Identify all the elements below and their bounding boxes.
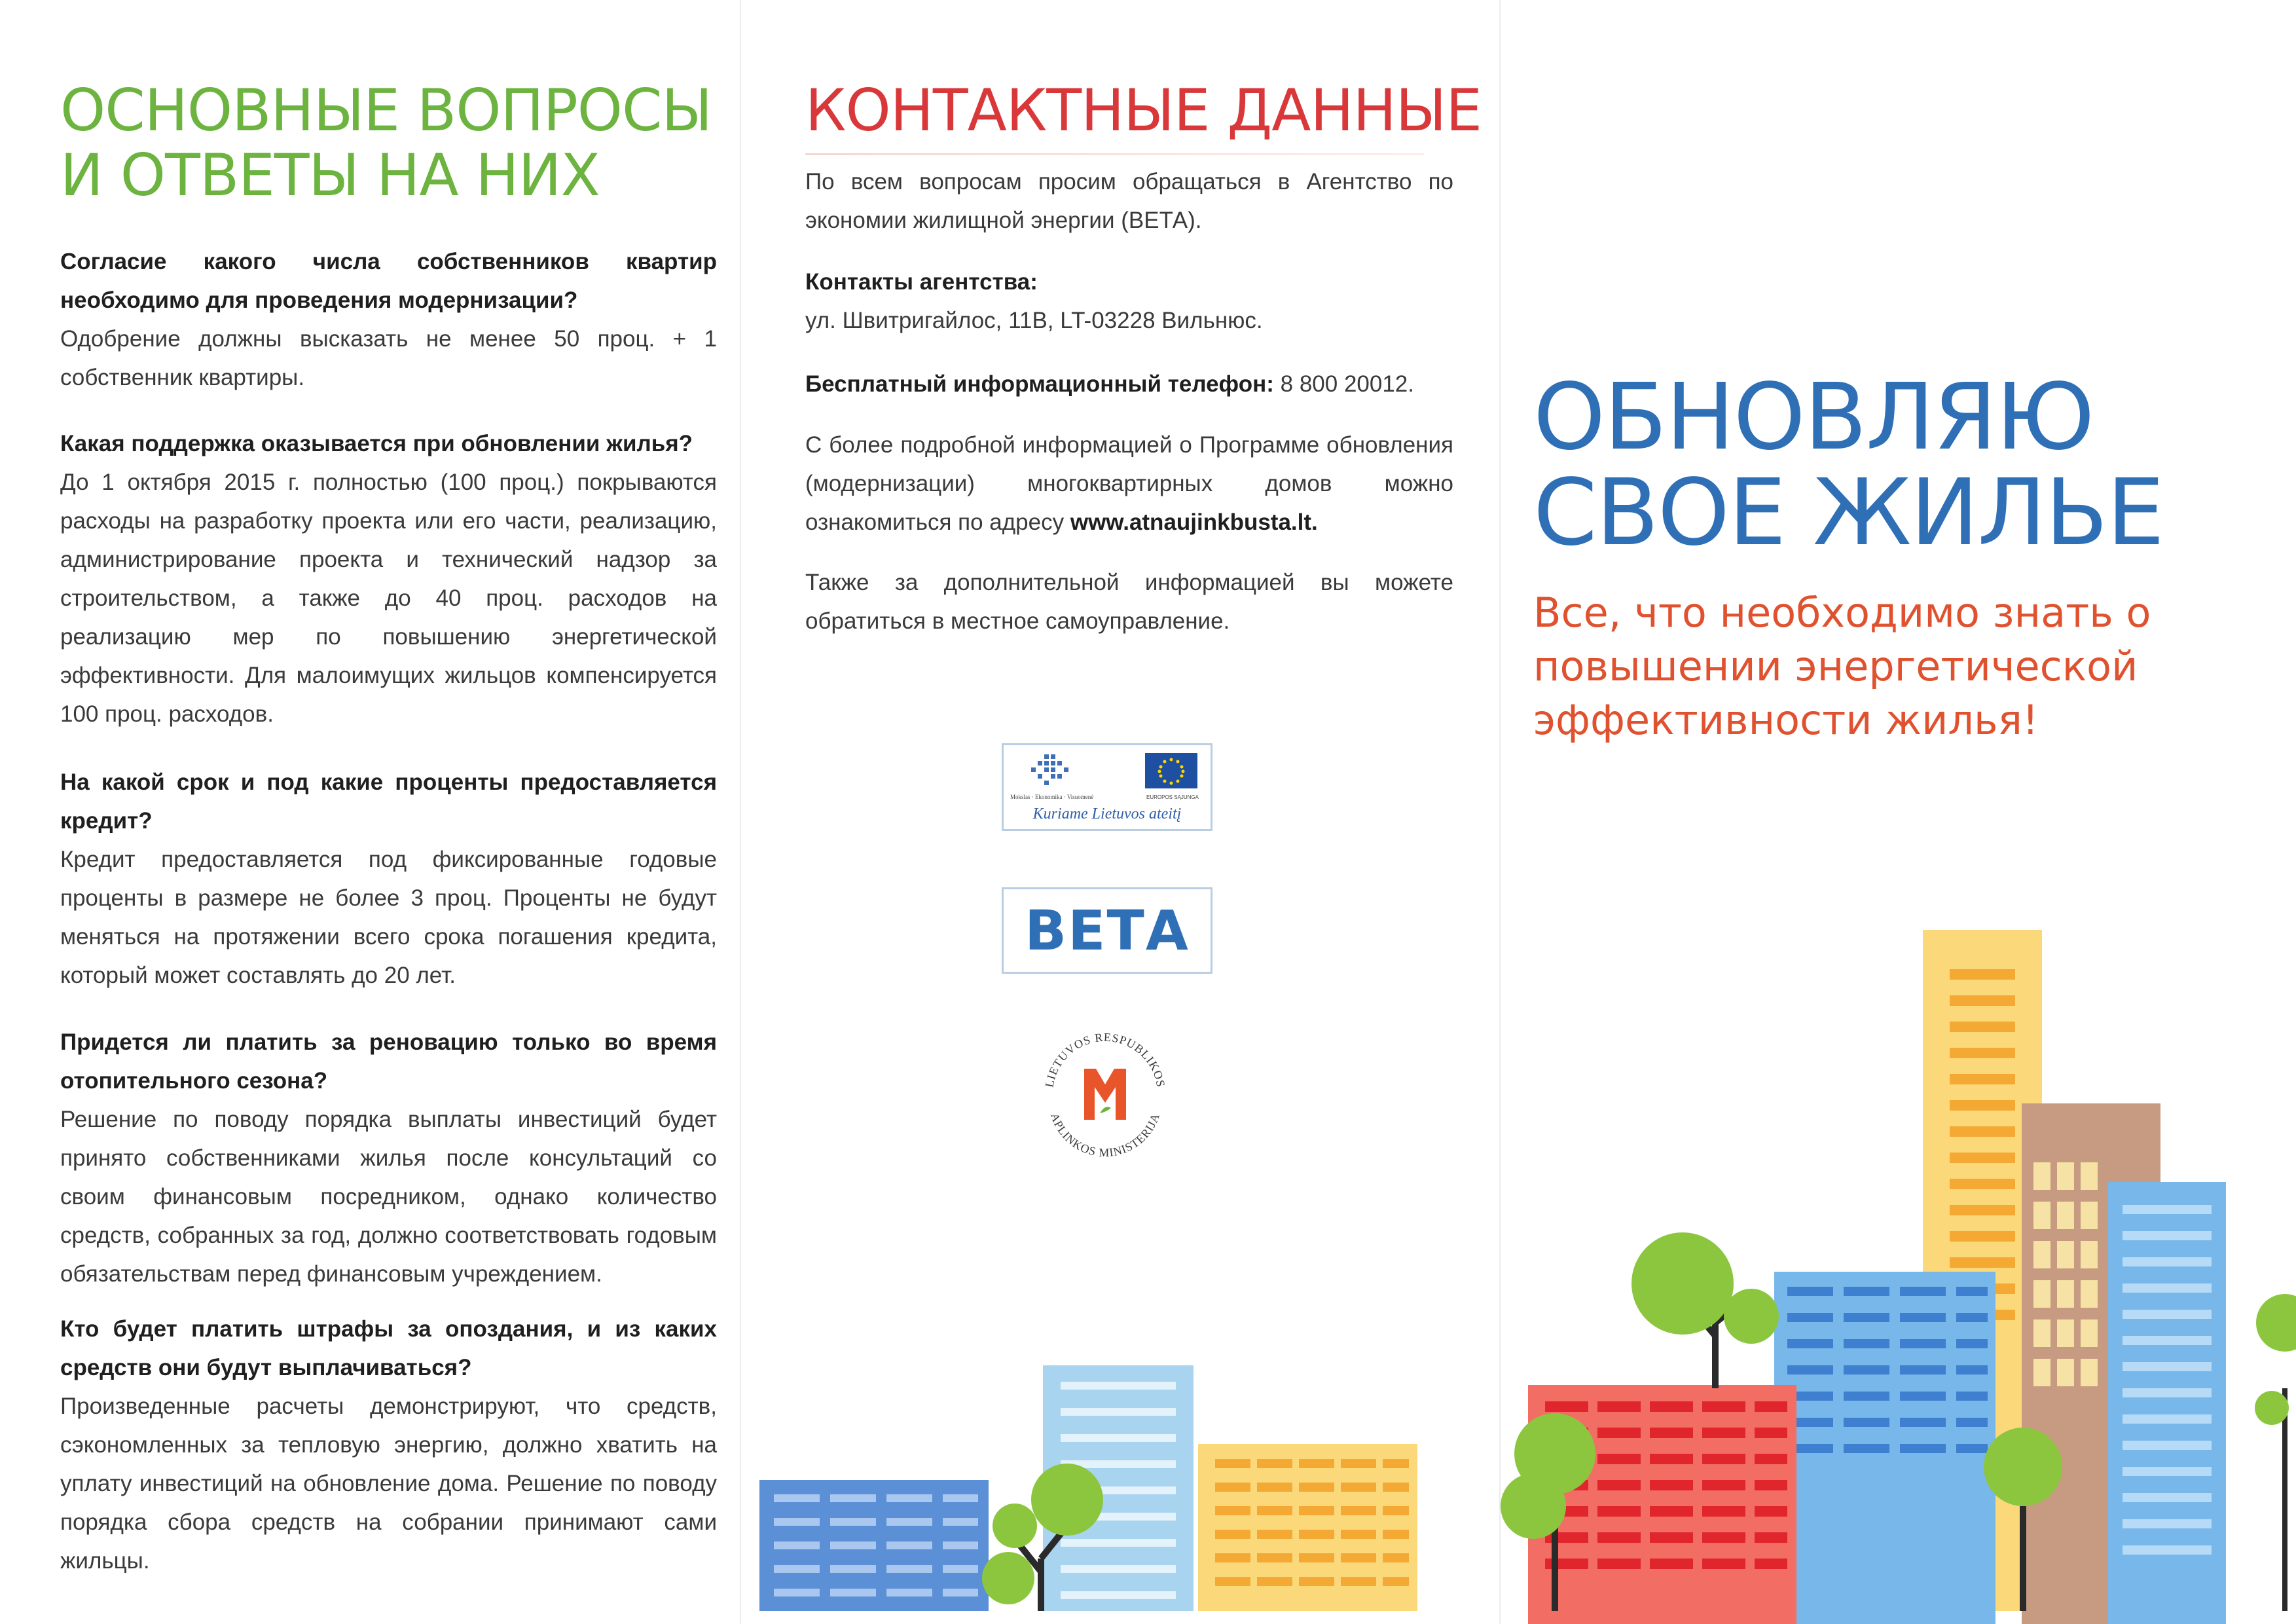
phone-number[interactable]: 8 800 20012.	[1280, 371, 1415, 397]
more-info-text: С более подробной информацией о Программе обновления (модернизации) многоквартирных домов можно ознакомиться по адресу	[805, 432, 1453, 535]
faq-question: Кто будет платить штрафы за опоздания, и из каких средств они будут выплачиваться?	[60, 1316, 717, 1380]
esf-logo-graphic	[1004, 745, 1211, 829]
faq-title-line1: ОСНОВНЫЕ ВОПРОСЫ	[60, 77, 712, 144]
agency-address: ул. Швитригайлос, 11В, LT-03228 Вильнюс.	[805, 308, 1263, 333]
tree	[1631, 1232, 1779, 1388]
faq-answer: Кредит предоставляется под фиксированные годовые проценты в размере не более 3 проц. Проценты не будут меняться на протяжении всего срока погашения кредита, который может составлять до 20 лет.	[60, 847, 717, 988]
municipality-block	[805, 563, 1453, 640]
faq-question: На какой срок и под какие проценты предоставляется кредит?	[60, 769, 717, 834]
esf-small-text-left: Mokslas · Ekonomika · Visuomenė	[1010, 794, 1094, 800]
ministry-text-bottom: APLINKOS MINISTERIJA	[1048, 1111, 1163, 1160]
faq-title-line2: И ОТВЕТЫ НА НИХ	[60, 141, 600, 209]
city-illustration-large	[1499, 930, 2296, 1624]
faq-item	[60, 242, 717, 397]
cover-title-line1: ОБНОВЛЯЮ	[1533, 364, 2094, 471]
municipality-text: Также за дополнительной информацией вы можете обратиться в местное самоуправление.	[805, 570, 1453, 634]
tree	[2255, 1294, 2296, 1611]
agency-label: Контакты агентства:	[805, 269, 1038, 295]
esf-small-text-right: EUROPOS SĄJUNGA	[1146, 794, 1199, 800]
building	[2108, 1182, 2226, 1624]
contacts-intro-text: По всем вопросам просим обращаться в Агентство по экономии жилищной энергии (ВЕТА).	[805, 169, 1453, 233]
esf-logo	[1002, 743, 1212, 831]
beta-logo	[1002, 887, 1212, 974]
faq-question: Придется ли платить за реновацию только во время отопительного сезона?	[60, 1029, 717, 1094]
ministry-logo	[1033, 1022, 1177, 1166]
cover-title	[1533, 364, 2164, 566]
cover-title-line2: СВОЕ ЖИЛЬЕ	[1533, 459, 2164, 566]
faq-item	[60, 1023, 717, 1293]
faq-answer: Решение по поводу порядка выплаты инвестиций будет принято собственниками жилья после консультаций со своим финансовым посредником, однако количество средств, собранных за год, должно соответствовать годовым обязательствам перед финансовым учреждением.	[60, 1107, 717, 1287]
faq-answer: Произведенные расчеты демонстрируют, что средств, сэкономленных за тепловую энергию, должно хватить на уплату инвестиций на обновление дома. Решение по поводу порядка сбора средств на собрании принимают сами жильцы.	[60, 1393, 717, 1574]
faq-item	[60, 763, 717, 995]
city-illustration-small	[740, 1310, 1499, 1624]
phone-label: Бесплатный информационный телефон:	[805, 371, 1274, 397]
website-link[interactable]: www.atnaujinkbusta.lt.	[1070, 509, 1318, 535]
ministry-text-top: LIETUVOS RESPUBLIKOS	[1042, 1030, 1168, 1089]
faq-question: Какая поддержка оказывается при обновлении жилья?	[60, 431, 693, 456]
faq-title	[60, 79, 712, 208]
faq-answer: Одобрение должны высказать не менее 50 проц. + 1 собственник квартиры.	[60, 326, 717, 390]
esf-slogan: Kuriame Lietuvos ateitį	[1032, 805, 1182, 822]
title-underline	[805, 153, 1424, 155]
contacts-title: КОНТАКТНЫЕ ДАННЫЕ	[805, 77, 1482, 144]
phone-block	[805, 365, 1453, 403]
faq-answer: До 1 октября 2015 г. полностью (100 проц.) покрываются расходы на разработку проекта или его части, реализацию, администрирование проекта и технический надзор за строительством, а также до 40 проц. расходов на реализацию мер по повышению энергетической эффективности. Для малоимущих жильцов компенсируется 100 проц. расходов.	[60, 470, 717, 727]
cover-subtitle: Все, что необходимо знать о повышении энергетической эффективности жилья!	[1533, 589, 2151, 744]
more-info-block	[805, 426, 1453, 542]
agency-contacts	[805, 263, 1453, 340]
beta-logo-text: ВЕТА	[1025, 898, 1190, 963]
contacts-intro	[805, 162, 1453, 240]
faq-panel	[0, 0, 740, 1624]
faq-question: Согласие какого числа собственников квартир необходимо для проведения модернизации?	[60, 249, 717, 313]
faq-item	[60, 424, 717, 733]
faq-item	[60, 1310, 717, 1580]
